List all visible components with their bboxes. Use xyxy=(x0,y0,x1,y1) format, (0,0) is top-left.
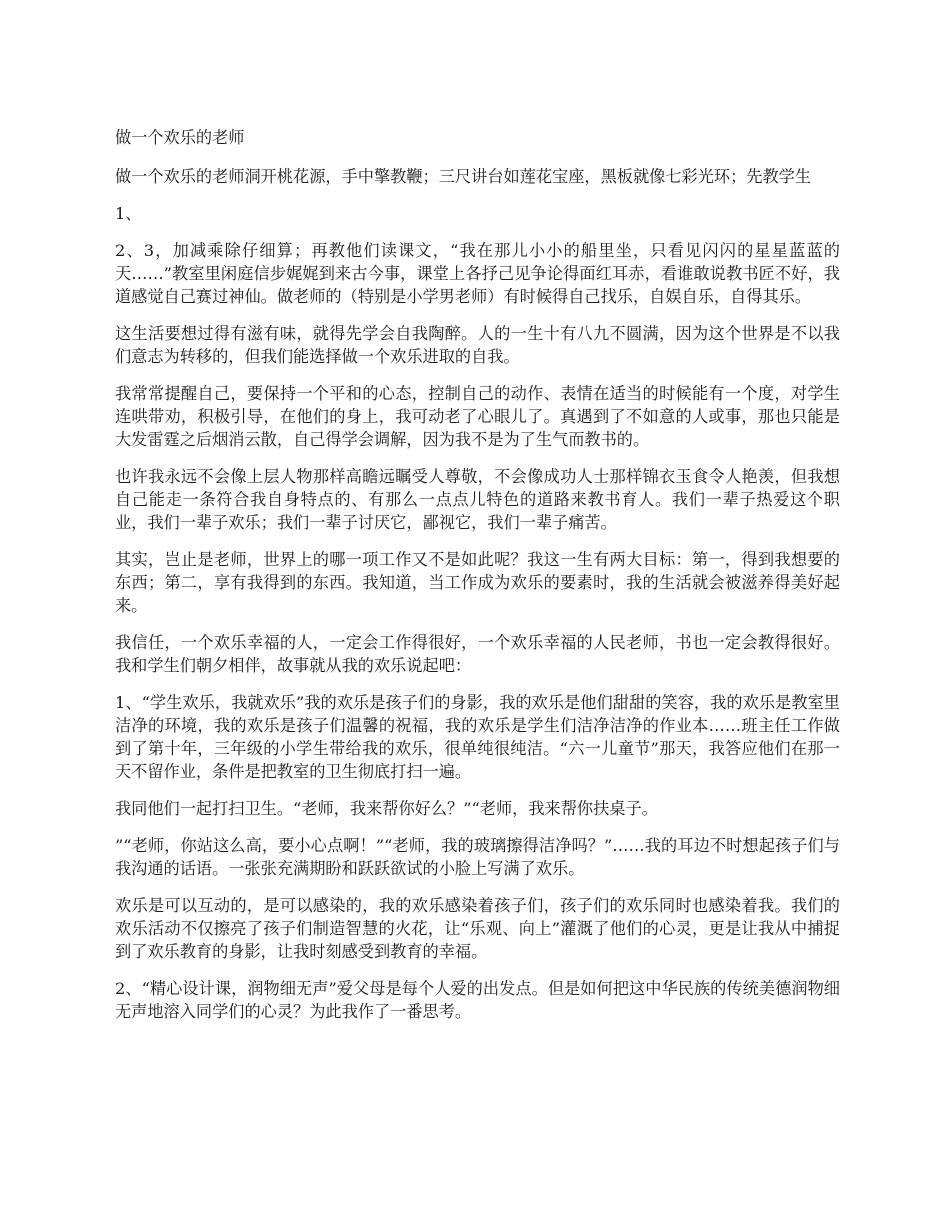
document-title: 做一个欢乐的老师 xyxy=(115,128,245,147)
paragraph: 这生活要想过得有滋有味，就得先学会自我陶醉。人的一生十有八九不圆满，因为这个世界是不以我们意志为转移的，但我们能选择做一个欢乐进取的自我。 xyxy=(115,324,840,366)
paragraph: 也许我永远不会像上层人物那样高瞻远瞩受人尊敬，不会像成功人士那样锦衣玉食令人艳羡，但我想自己能走一条符合我自身特点的、有那么一点点儿特色的道路来教书育人。我们一辈子热爱这个职业，我们一辈子欢乐；我们一辈子讨厌它，鄙视它，我们一辈子痛苦。 xyxy=(115,467,840,532)
paragraph: 2、3，加减乘除仔细算；再教他们读课文，“我在那儿小小的船里坐，只看见闪闪的星星蓝蓝的天……”教室里闲庭信步娓娓到来古今事，课堂上各抒己见争论得面红耳赤，看谁敢说教书匠不好，我道感觉自己赛过神仙。做老师的（特别是小学男老师）有时候得自己找乐，自娱自乐，自得其乐。 xyxy=(115,241,840,306)
paragraph: 2、“精心设计课，润物细无声”爱父母是每个人爱的出发点。但是如何把这中华民族的传统美德润物细无声地溶入同学们的心灵？为此我作了一番思考。 xyxy=(115,979,840,1021)
paragraph: ”“老师，你站这么高，要小心点啊！”“老师，我的玻璃擦得洁净吗？”……我的耳边不时想起孩子们与我沟通的话语。一张张充满期盼和跃跃欲试的小脸上写满了欢乐。 xyxy=(115,836,840,878)
paragraph: 其实，岂止是老师，世界上的哪一项工作又不是如此呢？我这一生有两大目标：第一，得到我想要的东西；第二，享有我得到的东西。我知道，当工作成为欢乐的要素时，我的生活就会被滋养得美好起来。 xyxy=(115,550,840,615)
paragraph: 我信任，一个欢乐幸福的人，一定会工作得很好，一个欢乐幸福的人民老师，书也一定会教得很好。我和学生们朝夕相伴，故事就从我的欢乐说起吧： xyxy=(115,633,840,675)
paragraph: 我常常提醒自己，要保持一个平和的心态，控制自己的动作、表情在适当的时候能有一个度，对学生连哄带劝，积极引导，在他们的身上，我可动老了心眼儿了。真遇到了不如意的人或事，那也只能是大发雷霆之后烟消云散，自己得学会调解，因为我不是为了生气而教书的。 xyxy=(115,384,840,449)
document-body xyxy=(115,126,840,1037)
paragraph: 做一个欢乐的老师洞开桃花源，手中擎教鞭；三尺讲台如莲花宝座，黑板就像七彩光环；先教学生 xyxy=(115,167,812,186)
paragraph: 1、 xyxy=(115,204,142,223)
paragraph: 欢乐是可以互动的，是可以感染的，我的欢乐感染着孩子们，孩子们的欢乐同时也感染着我。我们的欢乐活动不仅擦亮了孩子们制造智慧的火花，让“乐观、向上”灌溉了他们的心灵，更是让我从中捕捉到了欢乐教育的身影，让我时刻感受到教育的幸福。 xyxy=(115,896,840,961)
paragraph: 我同他们一起打扫卫生。“老师，我来帮你好么？”“老师，我来帮你扶桌子。 xyxy=(115,799,658,818)
paragraph: 1、“学生欢乐，我就欢乐”我的欢乐是孩子们的身影，我的欢乐是他们甜甜的笑容，我的欢乐是教室里洁净的环境，我的欢乐是孩子们温馨的祝福，我的欢乐是学生们洁净洁净的作业本……班主任工作做到了第十年，三年级的小学生带给我的欢乐，很单纯很纯洁。“六一儿童节”那天，我答应他们在那一天不留作业，条件是把教室的卫生彻底打扫一遍。 xyxy=(115,693,840,781)
